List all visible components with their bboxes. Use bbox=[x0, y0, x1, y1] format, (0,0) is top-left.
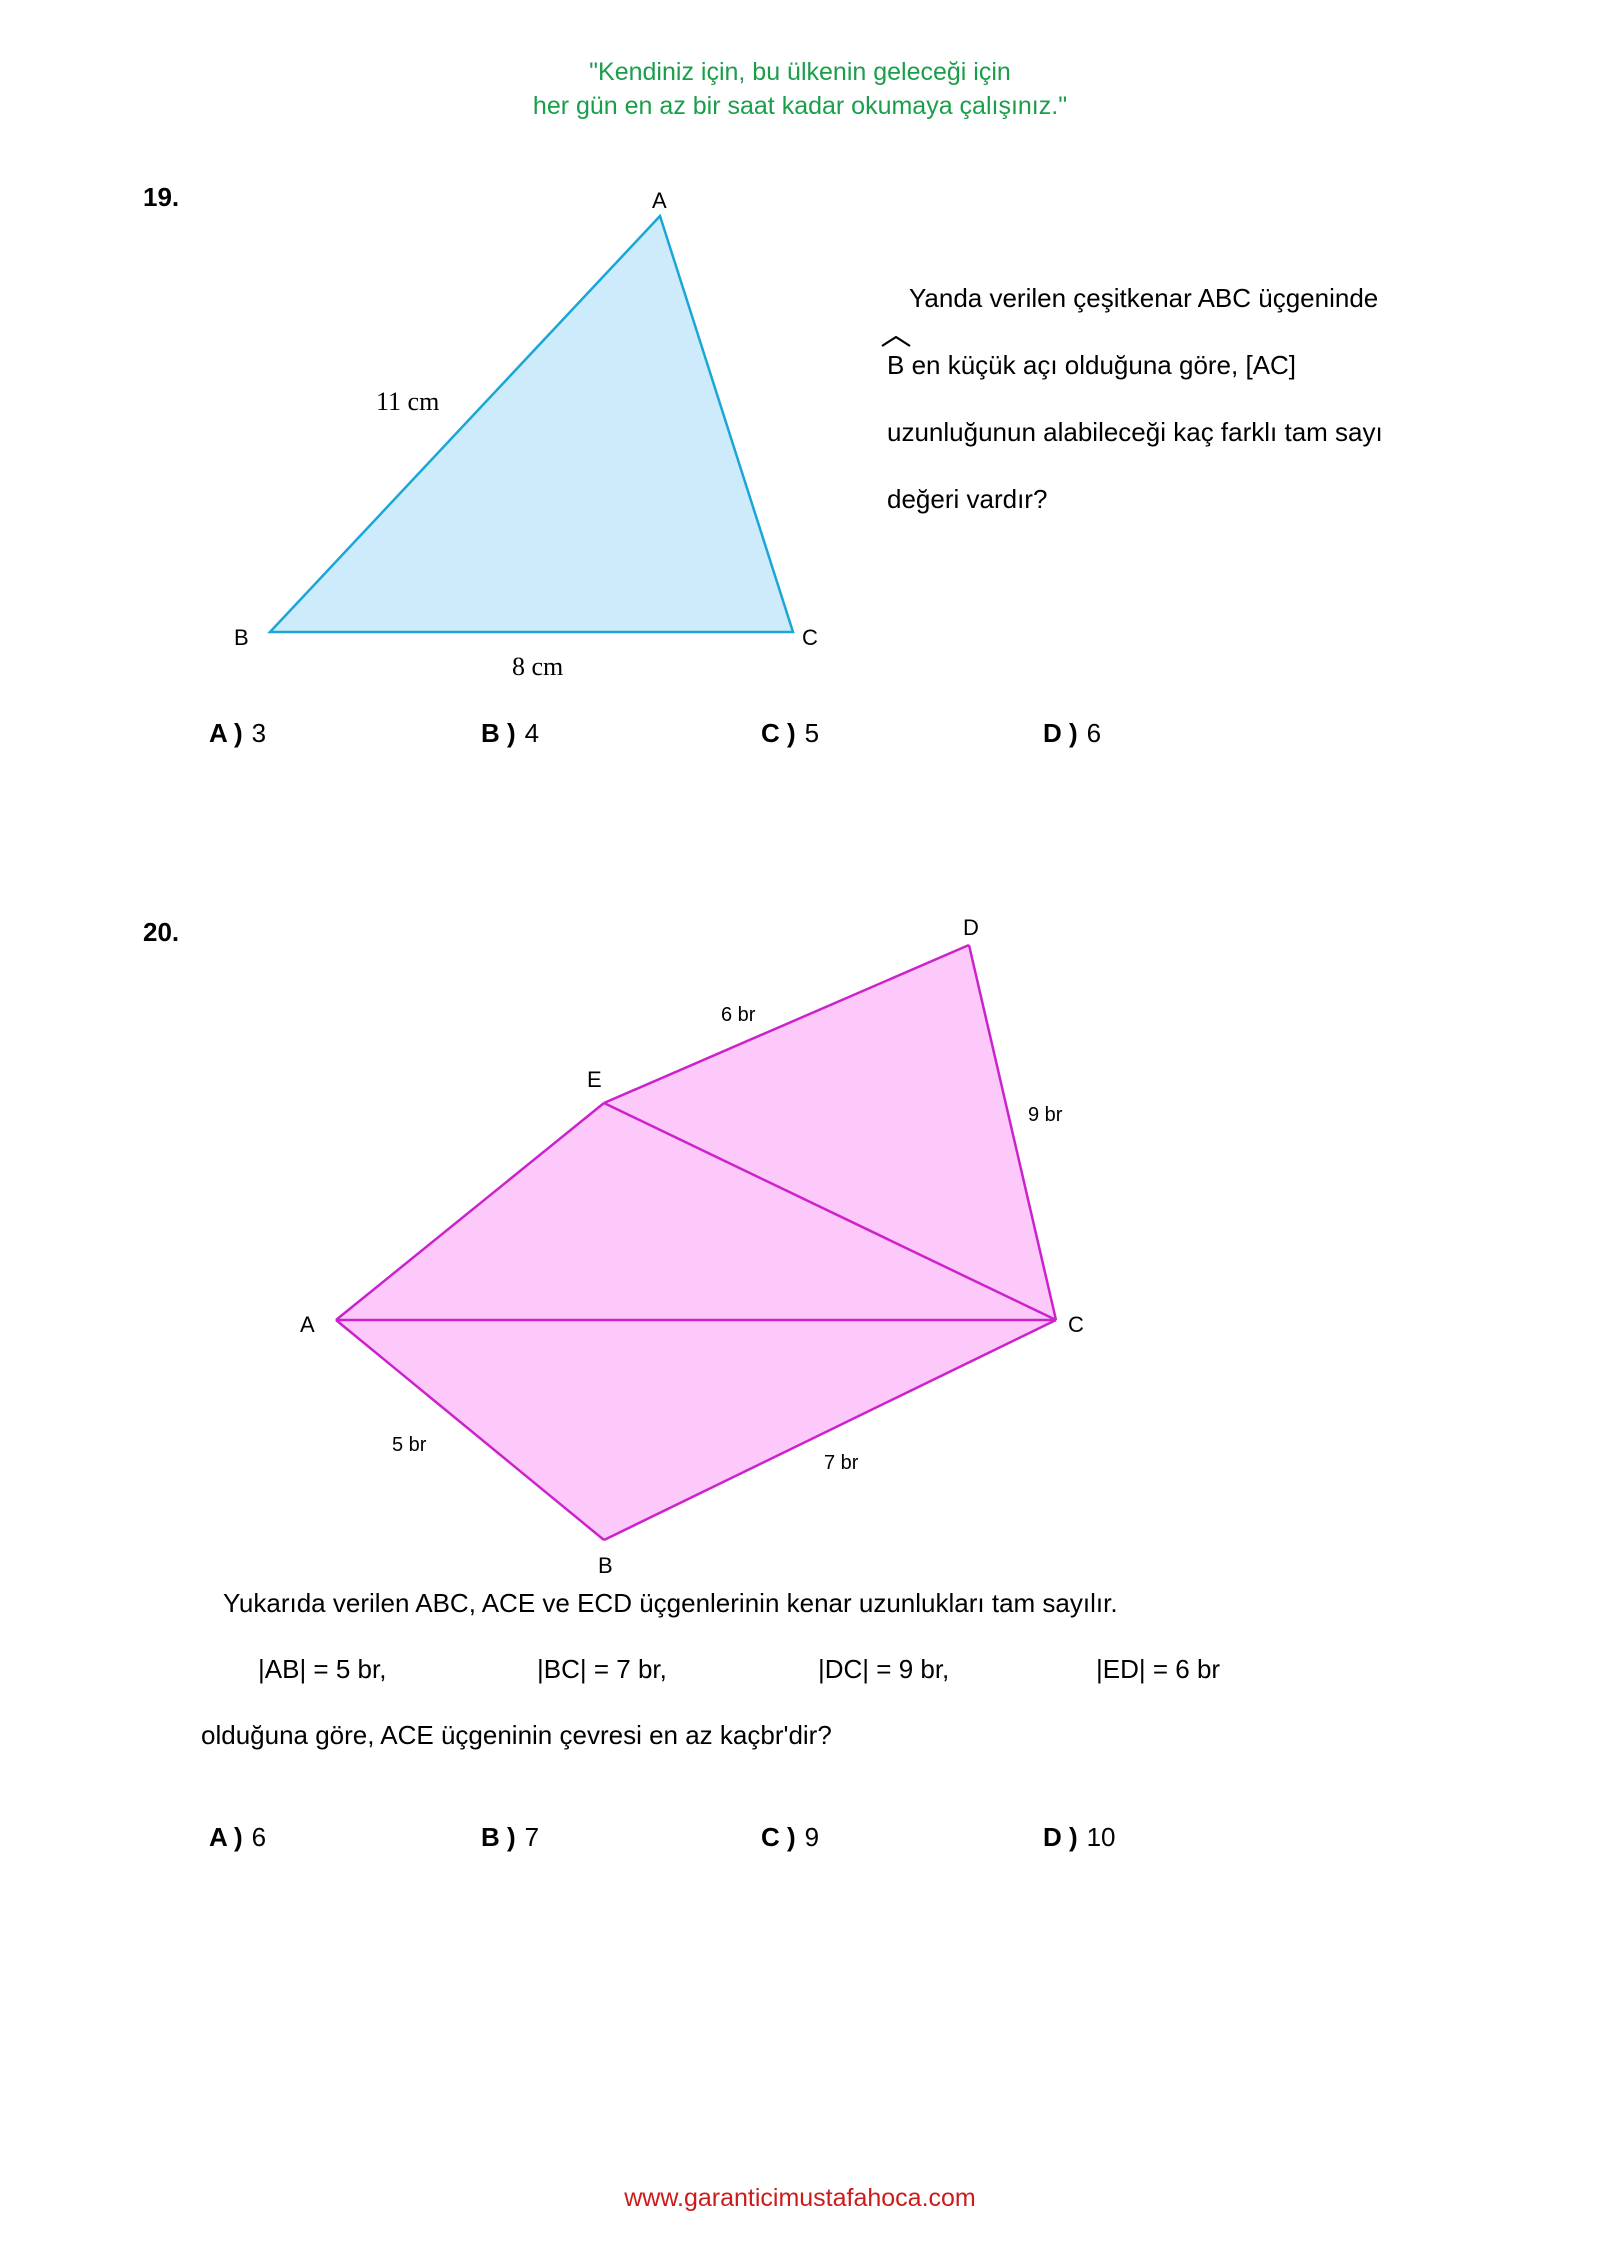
q20-option-a[interactable] bbox=[209, 1822, 266, 1853]
q19-text-line2: B en küçük açı olduğuna göre, [AC] bbox=[887, 350, 1297, 380]
q20-side-bc-label: 7 br bbox=[824, 1452, 859, 1474]
option-value: 3 bbox=[251, 718, 267, 748]
q19-option-d[interactable] bbox=[1043, 718, 1101, 749]
option-value: 6 bbox=[251, 1822, 267, 1852]
q20-vertex-a: A bbox=[300, 1312, 315, 1337]
footer-website-link[interactable]: www.garanticimustafahoca.com bbox=[624, 2184, 976, 2212]
q19-text-line1: Yanda verilen çeşitkenar ABC üçgeninde bbox=[909, 283, 1379, 313]
option-letter: D ) bbox=[1043, 1822, 1078, 1852]
q20-number: 20. bbox=[143, 917, 180, 947]
q20-text-line1: Yukarıda verilen ABC, ACE ve ECD üçgenlerinin kenar uzunlukları tam sayılır. bbox=[223, 1588, 1118, 1618]
q20-text-line2: olduğuna göre, ACE üçgeninin çevresi en az kaçbr'dir? bbox=[201, 1720, 832, 1750]
q19-option-a[interactable] bbox=[209, 718, 266, 749]
option-value: 10 bbox=[1086, 1822, 1116, 1852]
q20-vertex-c: C bbox=[1068, 1312, 1084, 1337]
option-letter: B ) bbox=[481, 1822, 516, 1852]
q19-text-line3: uzunluğunun alabileceği kaç farklı tam sayı bbox=[887, 417, 1383, 447]
q20-vertex-d: D bbox=[963, 915, 979, 940]
q20-figure bbox=[336, 945, 1056, 1540]
q19-text-line4: değeri vardır? bbox=[887, 484, 1048, 514]
q19-triangle bbox=[270, 216, 793, 632]
q19-option-b[interactable] bbox=[481, 718, 539, 749]
q20-side-ed-label: 6 br bbox=[721, 1004, 756, 1026]
option-letter: C ) bbox=[761, 718, 796, 748]
header-quote-line1: "Kendiniz için, bu ülkenin geleceği için bbox=[589, 58, 1011, 86]
q19-number: 19. bbox=[143, 182, 180, 212]
option-letter: C ) bbox=[761, 1822, 796, 1852]
q19-vertex-a: A bbox=[652, 188, 667, 213]
option-letter: D ) bbox=[1043, 718, 1078, 748]
q19-vertex-b: B bbox=[234, 625, 249, 650]
option-value: 5 bbox=[804, 718, 820, 748]
header-quote-line2: her gün en az bir saat kadar okumaya çalışınız." bbox=[532, 92, 1068, 120]
option-value: 4 bbox=[524, 718, 540, 748]
q20-side-ab-label: 5 br bbox=[392, 1434, 427, 1456]
q20-given-bc: |BC| = 7 br, bbox=[537, 1654, 667, 1684]
q19-angle-hat-icon bbox=[882, 337, 910, 346]
q20-option-c[interactable] bbox=[761, 1822, 819, 1853]
q20-given-ed: |ED| = 6 br bbox=[1096, 1654, 1221, 1684]
option-letter: B ) bbox=[481, 718, 516, 748]
q20-given-dc: |DC| = 9 br, bbox=[818, 1654, 950, 1684]
q19-option-c[interactable] bbox=[761, 718, 819, 749]
q20-option-d[interactable] bbox=[1043, 1822, 1115, 1853]
option-letter: A ) bbox=[209, 1822, 243, 1852]
q20-option-b[interactable] bbox=[481, 1822, 539, 1853]
q20-vertex-e: E bbox=[587, 1067, 602, 1092]
q20-side-dc-label: 9 br bbox=[1028, 1104, 1063, 1126]
option-letter: A ) bbox=[209, 718, 243, 748]
q20-given-ab: |AB| = 5 br, bbox=[258, 1654, 387, 1684]
q20-vertex-b: B bbox=[598, 1553, 613, 1578]
option-value: 9 bbox=[804, 1822, 820, 1852]
option-value: 7 bbox=[524, 1822, 540, 1852]
q19-side-bc-label: 8 cm bbox=[512, 652, 564, 681]
q19-side-ab-label: 11 cm bbox=[376, 387, 440, 416]
option-value: 6 bbox=[1086, 718, 1102, 748]
q19-vertex-c: C bbox=[802, 625, 818, 650]
